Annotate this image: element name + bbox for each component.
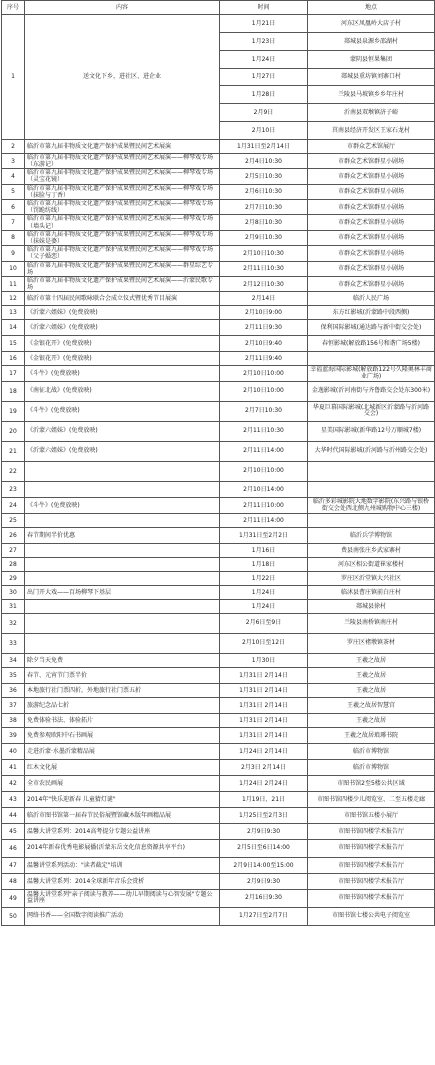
row-number: 2 <box>2 139 25 153</box>
row-number: 15 <box>2 336 25 352</box>
row-location: 河东区相公街道崔家楼村 <box>308 557 435 571</box>
row-content: 临沂市第九届非物质文化遗产保护成果暨民间艺术展演——群星综艺专场 <box>25 261 220 276</box>
row-number: 30 <box>2 585 25 599</box>
table-row <box>2 697 435 713</box>
row-number: 22 <box>2 461 25 481</box>
table-row <box>2 215 435 230</box>
row-location: 莒南县经济开发区王家石龙村 <box>308 122 435 140</box>
row-date: 2月10日至12日 <box>220 633 308 653</box>
row-date: 2月11日14:00 <box>220 513 308 527</box>
table-row <box>2 401 435 421</box>
row-location: 市群众艺术馆群星小剧场 <box>308 230 435 245</box>
row-content: 临沂市第九届非物质文化遗产保护成果暨民间艺术展演——柳琴戏专场（抹妹是婆） <box>25 230 220 245</box>
table-row <box>2 543 435 557</box>
row-date: 1月28日 <box>220 86 308 104</box>
row-location: 市图书馆五楼小展厅 <box>308 807 435 823</box>
row-location: 市群众艺术馆群星小剧场 <box>308 184 435 199</box>
row-content <box>25 461 220 481</box>
row-number: 48 <box>2 873 25 889</box>
row-number: 23 <box>2 481 25 497</box>
row-location <box>308 481 435 497</box>
row-location: 金逸影城(沂河南街与齐鲁路交会处东300米) <box>308 381 435 401</box>
row-date: 2月9日 <box>220 104 308 122</box>
row-date: 1月25日至2月3日 <box>220 807 308 823</box>
table-row <box>2 139 435 153</box>
row-content <box>25 513 220 527</box>
row-content: 春节期间半价优惠 <box>25 527 220 543</box>
row-date: 1月24日 2月24日 <box>220 775 308 791</box>
row-content: 2014年新春优秀电影展播(沂蒙东岳文化信息资源共享平台) <box>25 839 220 857</box>
row-number: 45 <box>2 823 25 839</box>
row-date: 1月22日 <box>220 571 308 585</box>
table-row <box>2 571 435 585</box>
row-number: 29 <box>2 571 25 585</box>
table-row <box>2 857 435 873</box>
row-number: 8 <box>2 230 25 245</box>
row-location: 王羲之故居 <box>308 667 435 683</box>
row-date: 2月10日 <box>220 122 308 140</box>
row-location: 郯城县重坊镇刘寨口村 <box>308 68 435 86</box>
table-row <box>2 557 435 571</box>
row-location: 罗庄区褚墩镇茶材 <box>308 633 435 653</box>
row-location: 市图书馆2至5楼公共区域 <box>308 775 435 791</box>
table-row <box>2 441 435 461</box>
row-number: 18 <box>2 381 25 401</box>
row-content: 温馨大讲堂系列：2014全球新年音乐会赏析 <box>25 873 220 889</box>
row-content: 送文化下乡、进社区、进企业 <box>25 15 220 140</box>
table-row <box>2 807 435 823</box>
row-location: 市群众艺术馆群星小剧场 <box>308 215 435 230</box>
table-row <box>2 727 435 743</box>
table-row <box>2 184 435 199</box>
table-row <box>2 261 435 276</box>
row-location: 市群众艺术馆群星小剧场 <box>308 200 435 215</box>
table-row <box>2 230 435 245</box>
row-content: 临沂市第九届非物质文化遗产保护成果暨民间艺术展演——柳琴戏专场（父子婚恋） <box>25 246 220 261</box>
row-content: 网络书香——全国数字阅读推广活动 <box>25 907 220 925</box>
row-content: 《斗牛》(免费放映) <box>25 401 220 421</box>
header-content: 内容 <box>25 1 220 15</box>
header-no: 序号 <box>2 1 25 15</box>
table-row <box>2 889 435 907</box>
row-location <box>308 352 435 366</box>
row-location: 保利国际影城(通达路与新中街交会处) <box>308 320 435 336</box>
row-location <box>308 513 435 527</box>
row-date: 2月10日10:30 <box>220 246 308 261</box>
header-date: 时间 <box>220 1 308 15</box>
row-location: 市群众艺术馆群星小剧场 <box>308 261 435 276</box>
row-location: 沂南县双堠镇济子峪 <box>308 104 435 122</box>
row-content: 《沂蒙六姐妹》(免费放映) <box>25 320 220 336</box>
row-location: 市图书馆七楼公共电子阅览室 <box>308 907 435 925</box>
table-row <box>2 336 435 352</box>
row-location: 临沂多彩城影院大地数字影院(东兴路与银桥街交会处西北侧九州城购物中心三楼) <box>308 497 435 513</box>
table-row <box>2 527 435 543</box>
row-content <box>25 613 220 633</box>
row-date: 1月30日 <box>220 653 308 667</box>
row-content: 临沂市第九届非物质文化遗产保护成果暨民间艺术展演——柳琴戏专场（抹脸与丁香） <box>25 184 220 199</box>
row-number: 32 <box>2 613 25 633</box>
row-location: 王羲之故居 <box>308 713 435 727</box>
row-number: 50 <box>2 907 25 925</box>
row-number: 33 <box>2 633 25 653</box>
row-number: 25 <box>2 513 25 527</box>
row-location: 市图书馆四楼少儿阅览室、二至五楼走廊 <box>308 791 435 807</box>
table-row <box>2 775 435 791</box>
row-location: 东方红影城(沂蒙路中段西侧) <box>308 306 435 320</box>
row-number: 27 <box>2 543 25 557</box>
row-date: 2月10日10:00 <box>220 461 308 481</box>
row-location: 市群众艺术馆群星小剧场 <box>308 276 435 291</box>
row-content: 春节、元宵节门票半价 <box>25 667 220 683</box>
row-content: 免费参观欧阳中石书画展 <box>25 727 220 743</box>
row-number: 42 <box>2 775 25 791</box>
row-location: 市图书馆四楼学术报告厅 <box>308 839 435 857</box>
row-location: 兰陵县南桥镇南庄村 <box>308 613 435 633</box>
table-row <box>2 653 435 667</box>
row-content: 温馨大讲堂系列：2014高考提分专题公益讲座 <box>25 823 220 839</box>
row-date: 1月27日至2月7日 <box>220 907 308 925</box>
row-content: 走进沂蒙·水墨沂蒙精品展 <box>25 743 220 759</box>
row-location: 郯城县徐村 <box>308 599 435 613</box>
table-row <box>2 873 435 889</box>
row-content: 温馨讲堂系列活动："读者截定"培训 <box>25 857 220 873</box>
row-location: 星美国际影城(新华路12号万顺城7楼) <box>308 421 435 441</box>
row-date: 1月31日 2月14日 <box>220 727 308 743</box>
row-content: 临沂市第九届非物质文化遗产保护成果暨民间艺术展演——柳琴戏专场（墙头记） <box>25 215 220 230</box>
row-content: 临沂市第九届非物质文化遗产保护成果暨民间艺术展演 <box>25 139 220 153</box>
row-content: 旅游纪念品七折 <box>25 697 220 713</box>
row-content: 临沂市第十四届民间歌咏联合会成立仪式暨优秀节目展演 <box>25 292 220 306</box>
row-number: 11 <box>2 276 25 291</box>
row-date: 2月7日10:30 <box>220 200 308 215</box>
row-number: 7 <box>2 215 25 230</box>
row-content: 《沂蒙六姐妹》(免费放映) <box>25 421 220 441</box>
row-content: 临沂市第九届非物质文化遗产保护成果暨民间艺术展演——柳琴戏专场（东游记） <box>25 153 220 168</box>
row-content: 红木文化展 <box>25 759 220 775</box>
table-row <box>2 713 435 727</box>
row-number: 1 <box>2 15 25 140</box>
table-row <box>2 791 435 807</box>
row-content: 《沂蒙六姐妹》(免费放映) <box>25 441 220 461</box>
row-date: 1月31日至2月14日 <box>220 139 308 153</box>
row-date: 2月7日10:30 <box>220 401 308 421</box>
row-location: 市图书馆四楼学术报告厅 <box>308 873 435 889</box>
row-location: 临沂人民广场 <box>308 292 435 306</box>
row-content: 《沂蒙六姐妹》(免费放映) <box>25 306 220 320</box>
row-date: 1月31日至2月2日 <box>220 527 308 543</box>
row-number: 21 <box>2 441 25 461</box>
table-row <box>2 497 435 513</box>
row-number: 39 <box>2 727 25 743</box>
row-location: 王羲之故居智慧宫 <box>308 697 435 713</box>
row-location: 郯城县泉源乡邵湖村 <box>308 32 435 50</box>
row-date: 1月24日 2月14日 <box>220 743 308 759</box>
row-content: 出门开大戏——百场柳琴下基层 <box>25 585 220 599</box>
row-date: 2月5日至6日14:00 <box>220 839 308 857</box>
row-date: 2月4日10:30 <box>220 153 308 168</box>
row-date: 1月24日 <box>220 585 308 599</box>
row-location: 市群众艺术馆展厅 <box>308 139 435 153</box>
row-date: 1月19日、21日 <box>220 791 308 807</box>
row-date: 2月9日14:00至15:00 <box>220 857 308 873</box>
table-row <box>2 306 435 320</box>
row-content: 本地旅行社门票四折，外地旅行社门票五折 <box>25 683 220 697</box>
row-location: 市图书馆四楼学术报告厅 <box>308 823 435 839</box>
table-row <box>2 352 435 366</box>
row-content: 全市农民画展 <box>25 775 220 791</box>
row-location: 蒙阴县恒果集团 <box>308 50 435 68</box>
table-row <box>2 599 435 613</box>
row-content: 2014年"快乐迎新春 儿童猜灯谜" <box>25 791 220 807</box>
row-date: 2月10日9:00 <box>220 306 308 320</box>
row-location: 费县南张庄乡武家寨村 <box>308 543 435 557</box>
row-number: 13 <box>2 306 25 320</box>
row-date: 1月27日 <box>220 68 308 86</box>
row-location: 市群众艺术馆群星小剧场 <box>308 153 435 168</box>
row-date: 1月21日 <box>220 15 308 33</box>
row-date: 2月6日10:30 <box>220 184 308 199</box>
row-date: 2月11日10:00 <box>220 497 308 513</box>
table-row <box>2 421 435 441</box>
row-date: 1月23日 <box>220 32 308 50</box>
row-date: 2月11日9:40 <box>220 352 308 366</box>
row-content: 《斗牛》(免费放映) <box>25 497 220 513</box>
table-row <box>2 633 435 653</box>
row-number: 14 <box>2 320 25 336</box>
row-number: 38 <box>2 713 25 727</box>
row-location: 幸福蓝海国际影城(解放路122号久隆奥林丰商业广场) <box>308 366 435 381</box>
row-number: 40 <box>2 743 25 759</box>
row-date: 1月18日 <box>220 557 308 571</box>
row-content: 温馨大讲堂系列"亲子阅读与教养——幼儿早期阅读与心智发展"专题公益讲座 <box>25 889 220 907</box>
row-location: 王羲之故居琅琊书院 <box>308 727 435 743</box>
row-date: 1月24日 <box>220 599 308 613</box>
row-date: 2月12日10:30 <box>220 276 308 291</box>
row-location: 临沂市博物馆 <box>308 743 435 759</box>
row-location: 河东区凤凰岭大店子村 <box>308 15 435 33</box>
row-number: 47 <box>2 857 25 873</box>
row-content: 《金银花开》(免费放映) <box>25 352 220 366</box>
row-date: 1月31日 2月14日 <box>220 697 308 713</box>
row-number: 46 <box>2 839 25 857</box>
row-content: 临沂市第九届非物质文化遗产保护成果暨民间艺术展演——柳琴戏专场（罚跪纺线） <box>25 200 220 215</box>
table-row <box>2 759 435 775</box>
row-date: 2月11日10:30 <box>220 261 308 276</box>
row-location: 临沂市博物馆 <box>308 759 435 775</box>
row-location: 华夏巨幕国际影城(北城新区沂蒙路与沂河路交会) <box>308 401 435 421</box>
row-location: 春恒影城(解放路156号和谐广场5楼) <box>308 336 435 352</box>
row-date: 2月6日至9日 <box>220 613 308 633</box>
row-number: 6 <box>2 200 25 215</box>
table-row <box>2 15 435 33</box>
row-content <box>25 599 220 613</box>
table-row <box>2 907 435 925</box>
row-number: 5 <box>2 184 25 199</box>
row-number: 36 <box>2 683 25 697</box>
row-location: 临沂兵学博物馆 <box>308 527 435 543</box>
row-number: 41 <box>2 759 25 775</box>
table-body <box>2 15 435 926</box>
row-location: 王羲之故居 <box>308 653 435 667</box>
row-date: 2月9日10:30 <box>220 230 308 245</box>
row-date: 2月10日9:40 <box>220 336 308 352</box>
row-date: 1月31日 2月14日 <box>220 683 308 697</box>
table-row <box>2 513 435 527</box>
schedule-table <box>1 0 435 926</box>
table-row <box>2 585 435 599</box>
table-row <box>2 481 435 497</box>
row-date: 2月3日 2月14日 <box>220 759 308 775</box>
header-location: 地点 <box>308 1 435 15</box>
table-row <box>2 381 435 401</box>
table-row <box>2 153 435 168</box>
table-row <box>2 276 435 291</box>
row-content: 《斗牛》(免费放映) <box>25 366 220 381</box>
row-content <box>25 557 220 571</box>
table-row <box>2 667 435 683</box>
row-number: 4 <box>2 169 25 184</box>
row-number: 37 <box>2 697 25 713</box>
row-date: 1月31日 2月14日 <box>220 667 308 683</box>
row-number: 3 <box>2 153 25 168</box>
row-location: 兰陵县马坡镇乡乡年庄村 <box>308 86 435 104</box>
table-row <box>2 292 435 306</box>
row-date: 1月24日 <box>220 50 308 68</box>
row-date: 2月14日 <box>220 292 308 306</box>
table-row <box>2 246 435 261</box>
table-row <box>2 366 435 381</box>
table-row <box>2 823 435 839</box>
row-number: 10 <box>2 261 25 276</box>
row-number: 16 <box>2 352 25 366</box>
row-content <box>25 571 220 585</box>
row-number: 34 <box>2 653 25 667</box>
row-number: 19 <box>2 401 25 421</box>
table-row <box>2 200 435 215</box>
row-content <box>25 633 220 653</box>
row-date: 1月31日 2月14日 <box>220 713 308 727</box>
row-number: 28 <box>2 557 25 571</box>
row-date: 2月10日10:00 <box>220 366 308 381</box>
row-content <box>25 481 220 497</box>
row-date: 2月9日9:30 <box>220 873 308 889</box>
table-row <box>2 461 435 481</box>
row-content: 临沂市图书馆第一届春节民俗展暨馆藏木版年画精品展 <box>25 807 220 823</box>
row-location: 大华时代国际影城(沂河路与沂州路交会处) <box>308 441 435 461</box>
row-number: 20 <box>2 421 25 441</box>
table-row <box>2 683 435 697</box>
row-date: 2月10日14:00 <box>220 481 308 497</box>
row-number: 24 <box>2 497 25 513</box>
row-location: 罗庄区沂堂镇大兴社区 <box>308 571 435 585</box>
row-content: 临沂市第九届非物质文化遗产保护成果暨民间艺术展演——柳琴戏专场（灵宝花镜） <box>25 169 220 184</box>
row-date: 2月5日10:30 <box>220 169 308 184</box>
row-date: 2月16日9:30 <box>220 889 308 907</box>
row-date: 2月9日9:30 <box>220 823 308 839</box>
row-number: 12 <box>2 292 25 306</box>
row-number: 49 <box>2 889 25 907</box>
row-content: 《南征北战》(免费放映) <box>25 381 220 401</box>
row-location: 市图书馆四楼学术报告厅 <box>308 889 435 907</box>
row-date: 2月10日10:00 <box>220 381 308 401</box>
row-date: 2月11日14:00 <box>220 441 308 461</box>
schedule-sheet <box>1 0 434 926</box>
header-row <box>2 1 435 15</box>
row-number: 35 <box>2 667 25 683</box>
table-row <box>2 839 435 857</box>
row-number: 43 <box>2 791 25 807</box>
row-location: 市群众艺术馆群星小剧场 <box>308 169 435 184</box>
row-content: 免费体验书法、体验拓片 <box>25 713 220 727</box>
row-number: 9 <box>2 246 25 261</box>
row-number: 26 <box>2 527 25 543</box>
row-location <box>308 461 435 481</box>
table-row <box>2 320 435 336</box>
row-content: 除夕当天免费 <box>25 653 220 667</box>
table-row <box>2 613 435 633</box>
row-date: 2月11日9:30 <box>220 320 308 336</box>
row-location: 市群众艺术馆群星小剧场 <box>308 246 435 261</box>
row-number: 44 <box>2 807 25 823</box>
row-content: 临沂市第九届非物质文化遗产保护成果暨民间艺术展演——沂蒙民歌专场 <box>25 276 220 291</box>
row-content: 《金银花开》(免费放映) <box>25 336 220 352</box>
table-row <box>2 169 435 184</box>
row-number: 31 <box>2 599 25 613</box>
row-content <box>25 543 220 557</box>
row-date: 1月16日 <box>220 543 308 557</box>
row-location: 临沭县曹庄镇前白庄村 <box>308 585 435 599</box>
row-location: 市图书馆四楼学术报告厅 <box>308 857 435 873</box>
row-location: 王羲之故居 <box>308 683 435 697</box>
row-number: 17 <box>2 366 25 381</box>
row-date: 2月8日10:30 <box>220 215 308 230</box>
row-date: 2月11日10:30 <box>220 421 308 441</box>
table-row <box>2 743 435 759</box>
